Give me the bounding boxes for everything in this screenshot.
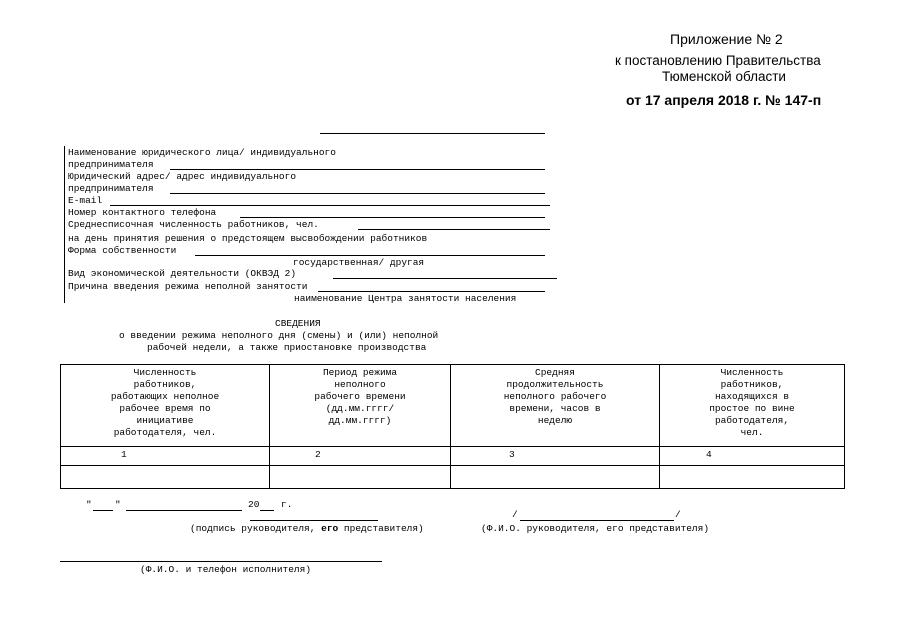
phone-field[interactable] [240, 217, 545, 218]
table-number-row [61, 447, 845, 466]
table-header-cell: Период режима неполного рабочего времени (дд.мм.гггг/ дд.мм.гггг) [270, 365, 451, 447]
table-header-cell: Средняя продолжительность неполного рабочего времени, часов в неделю [451, 365, 660, 447]
table-number-cell: 2 [270, 447, 451, 466]
phone-label: Номер контактного телефона [68, 207, 217, 218]
headcount-date-label: на день принятия решения о предстоящем высвобождении работников [68, 233, 428, 244]
legal-name-label-cont: предпринимателя [68, 159, 154, 170]
region-name: Тюменской области [662, 69, 786, 84]
executor-field[interactable] [60, 561, 382, 562]
headcount-label: Среднесписочная численность работников, чел. [68, 219, 319, 230]
legal-name-field[interactable] [170, 169, 545, 170]
date-close-quote: " [115, 499, 121, 510]
table-input-cell[interactable] [270, 466, 451, 489]
center-hint: наименование Центра занятости населения [294, 293, 517, 304]
name-slash-left: / [512, 509, 518, 520]
reason-field[interactable] [318, 291, 545, 292]
activity-field[interactable] [333, 278, 557, 279]
ownership-label: Форма собственности [68, 245, 177, 256]
manager-name-field[interactable] [520, 520, 674, 521]
table-input-cell[interactable] [451, 466, 660, 489]
document-subtitle-1: о введении режима неполного дня (смены) и (или) неполной [119, 330, 439, 341]
table-number-cell: 4 [660, 447, 845, 466]
document-subtitle-2: рабочей недели, а также приостановке производства [147, 342, 427, 353]
executor-hint: (Ф.И.О. и телефон исполнителя) [140, 564, 312, 575]
signature-hint [190, 523, 424, 534]
signature-hint-bold: его [321, 523, 339, 534]
addressee-line[interactable] [320, 133, 545, 134]
ownership-hint: государственная/ другая [293, 257, 425, 268]
table-number-cell: 1 [61, 447, 270, 466]
data-table [60, 364, 845, 489]
signature-hint-pre: (подпись руководителя, [190, 523, 322, 534]
table-header-row [61, 365, 845, 447]
signature-field[interactable] [250, 520, 378, 521]
ownership-field[interactable] [195, 255, 545, 256]
table-number-cell: 3 [451, 447, 660, 466]
reason-label: Причина введения режима неполной занятости [68, 281, 308, 292]
signature-hint-post: представителя) [338, 523, 424, 534]
email-field[interactable] [110, 205, 550, 206]
date-year-suffix: г. [281, 499, 293, 510]
document-title: СВЕДЕНИЯ [275, 318, 321, 329]
table-input-cell[interactable] [61, 466, 270, 489]
headcount-field[interactable] [358, 229, 550, 230]
table-input-cell[interactable] [660, 466, 845, 489]
email-label: E-mail [68, 195, 103, 206]
date-year-field[interactable] [260, 510, 274, 511]
date-day-field[interactable] [93, 510, 113, 511]
date-open-quote: " [86, 499, 92, 510]
decree-reference: к постановлению Правительства [615, 53, 821, 68]
manager-name-hint: (Ф.И.О. руководителя, его представителя) [481, 523, 710, 534]
table-header-cell: Численность работников, работающих неполное рабочее время по инициативе работодателя, чел. [61, 365, 270, 447]
date-year-prefix: 20 [248, 499, 260, 510]
appendix-number: Приложение № 2 [670, 31, 783, 47]
name-slash-right: / [675, 509, 681, 520]
table-header-cell: Численность работников, находящихся в простое по вине работодателя, чел. [660, 365, 845, 447]
activity-label: Вид экономической деятельности (ОКВЭД 2) [68, 268, 297, 279]
form-left-border [64, 146, 65, 303]
date-month-field[interactable] [126, 510, 242, 511]
decree-date-number: от 17 апреля 2018 г. № 147-п [626, 92, 822, 108]
address-label: Юридический адрес/ адрес индивидуального [68, 171, 297, 182]
address-field[interactable] [170, 193, 545, 194]
legal-name-label: Наименование юридического лица/ индивидуального [68, 147, 336, 158]
address-label-cont: предпринимателя [68, 183, 154, 194]
table-row [61, 466, 845, 489]
